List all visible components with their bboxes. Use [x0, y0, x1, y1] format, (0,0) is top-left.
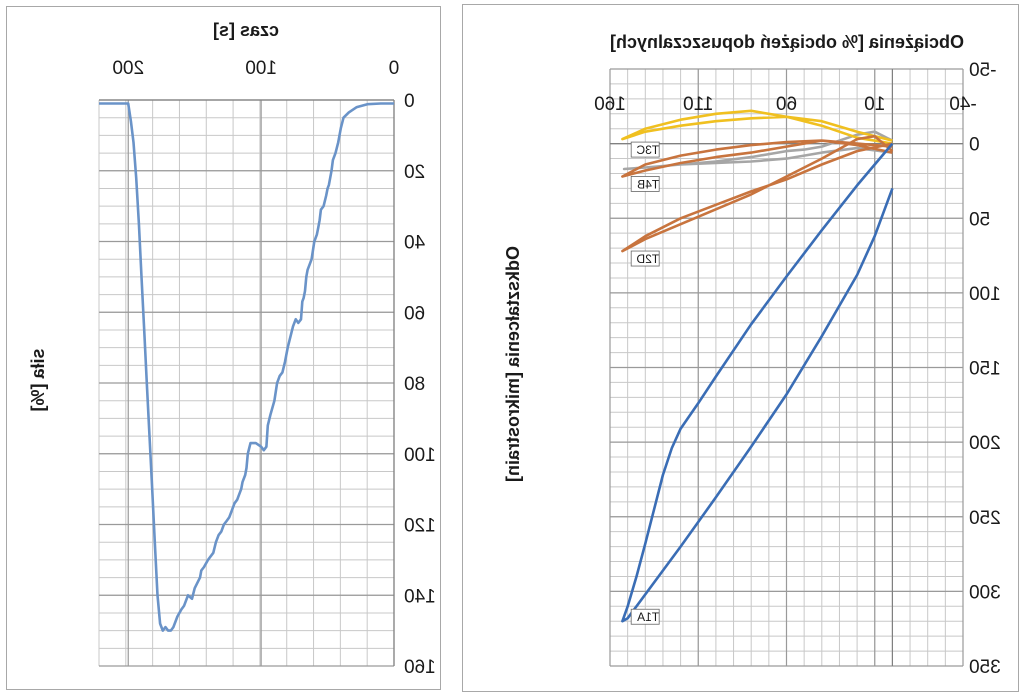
y-tick-label: 150 — [969, 358, 1001, 380]
y-tick-label: -50 — [969, 60, 997, 81]
y-axis-title: siła [%] — [28, 348, 48, 412]
y-tick-label: 350 — [969, 657, 1001, 678]
y-tick-label: 300 — [969, 582, 1001, 604]
x-tick-label: 160 — [594, 94, 626, 115]
y-tick-label: 120 — [404, 515, 436, 537]
y-tick-label: 80 — [404, 374, 426, 395]
x-tick-label: 0 — [388, 58, 400, 79]
series-label-group — [631, 142, 659, 157]
series-label: T3C — [636, 143, 660, 158]
x-tick-label: 110 — [683, 94, 714, 115]
series-label-group — [631, 609, 659, 624]
strain-load-chart — [503, 32, 1001, 678]
series-label: T2D — [636, 252, 660, 267]
y-tick-label: 160 — [404, 657, 436, 678]
y-tick-label: 100 — [404, 444, 436, 466]
series-label-group — [631, 176, 659, 191]
force-time-chart — [28, 20, 436, 678]
y-tick-label: 0 — [969, 134, 980, 156]
series-label: T1A — [637, 610, 660, 625]
y-tick-label: 60 — [404, 303, 426, 325]
x-tick-label: 100 — [245, 58, 277, 79]
x-tick-label: -40 — [949, 94, 977, 115]
series-label-group — [631, 251, 659, 266]
series-label: T4B — [637, 177, 660, 192]
y-tick-label: 0 — [404, 91, 415, 112]
y-axis-title: Odkształcenia [mikrostrain] — [503, 245, 523, 483]
x-tick-label: 200 — [112, 58, 145, 79]
chart-title: Obciążenia [% obciążeń dopuszczalnych] — [609, 32, 965, 52]
y-tick-label: 250 — [969, 507, 1001, 529]
y-tick-label: 100 — [969, 283, 1001, 305]
x-tick-label: 10 — [864, 94, 886, 115]
y-tick-label: 200 — [969, 433, 1001, 455]
y-tick-label: 50 — [969, 209, 991, 231]
y-tick-label: 140 — [404, 586, 436, 608]
y-tick-label: 40 — [404, 232, 426, 254]
x-tick-label: 60 — [775, 94, 798, 115]
force-line — [99, 104, 394, 631]
x-axis-title: czas [s] — [212, 20, 280, 40]
y-tick-label: 20 — [404, 161, 426, 183]
